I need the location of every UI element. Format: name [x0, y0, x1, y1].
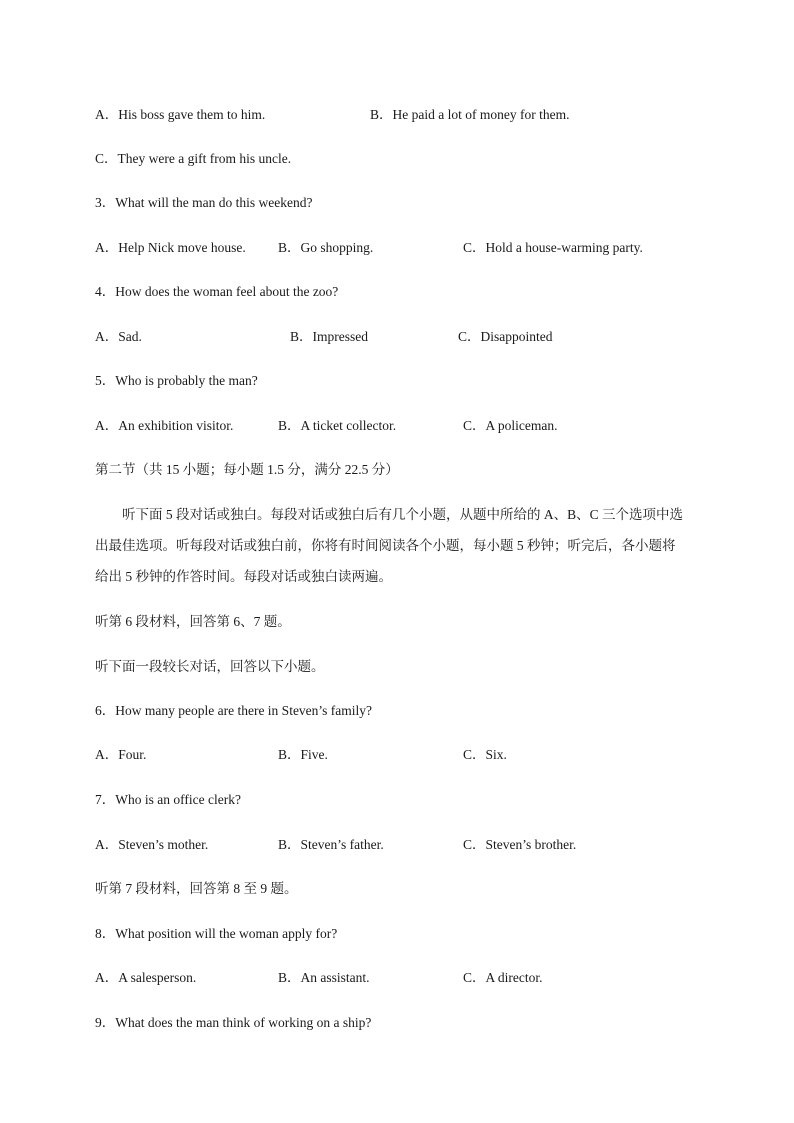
long-dialogue-instruction: 听下面一段较长对话，回答以下小题。: [95, 659, 325, 674]
q6-option-a: A．Four.: [95, 747, 147, 762]
q2-option-a: A．His boss gave them to him.: [95, 107, 266, 122]
q4-question: 4．How does the woman feel about the zoo?: [95, 284, 339, 299]
material-6-instruction: 听第 6 段材料，回答第 6、7 题。: [95, 614, 291, 629]
q7-option-b: B．Steven’s father.: [278, 837, 384, 852]
material-7-instruction: 听第 7 段材料，回答第 8 至 9 题。: [95, 881, 298, 896]
q7-option-c: C．Steven’s brother.: [463, 837, 577, 852]
q6-option-b: B．Five.: [278, 747, 328, 762]
section2-instructions-line-3: 给出 5 秒钟的作答时间。每段对话或独白读两遍。: [95, 569, 392, 584]
q5-option-a: A．An exhibition visitor.: [95, 418, 234, 433]
q3-question: 3．What will the man do this weekend?: [95, 195, 313, 210]
q5-option-c: C．A policeman.: [463, 418, 558, 433]
q3-option-c: C．Hold a house-warming party.: [463, 240, 643, 255]
q2-option-b: B．He paid a lot of money for them.: [370, 107, 570, 122]
q3-option-a: A．Help Nick move house.: [95, 240, 246, 255]
q8-option-a: A．A salesperson.: [95, 970, 197, 985]
q6-option-c: C．Six.: [463, 747, 507, 762]
q7-option-a: A．Steven’s mother.: [95, 837, 209, 852]
q3-option-b: B．Go shopping.: [278, 240, 374, 255]
q5-option-b: B．A ticket collector.: [278, 418, 397, 433]
q2-option-c: C．They were a gift from his uncle.: [95, 151, 292, 166]
q4-option-c: C．Disappointed: [458, 329, 553, 344]
q8-option-c: C．A director.: [463, 970, 543, 985]
q8-question: 8．What position will the woman apply for?: [95, 926, 338, 941]
section2-instructions-line-1: 听下面 5 段对话或独白。每段对话或独白后有几个小题，从题中所给的 A、B、C 三个选项中选: [122, 507, 684, 522]
q6-question: 6．How many people are there in Steven’s family?: [95, 703, 373, 718]
q9-question: 9．What does the man think of working on a ship?: [95, 1015, 372, 1030]
q7-question: 7．Who is an office clerk?: [95, 792, 241, 807]
section2-instructions-line-2: 出最佳选项。听每段对话或独白前，你将有时间阅读各个小题，每小题 5 秒钟；听完后，各小题将: [95, 538, 676, 553]
q8-option-b: B．An assistant.: [278, 970, 370, 985]
q4-option-a: A．Sad.: [95, 329, 142, 344]
q4-option-b: B．Impressed: [290, 329, 368, 344]
section2-heading: 第二节（共 15 小题；每小题 1.5 分，满分 22.5 分）: [95, 462, 399, 477]
q5-question: 5．Who is probably the man?: [95, 373, 258, 388]
